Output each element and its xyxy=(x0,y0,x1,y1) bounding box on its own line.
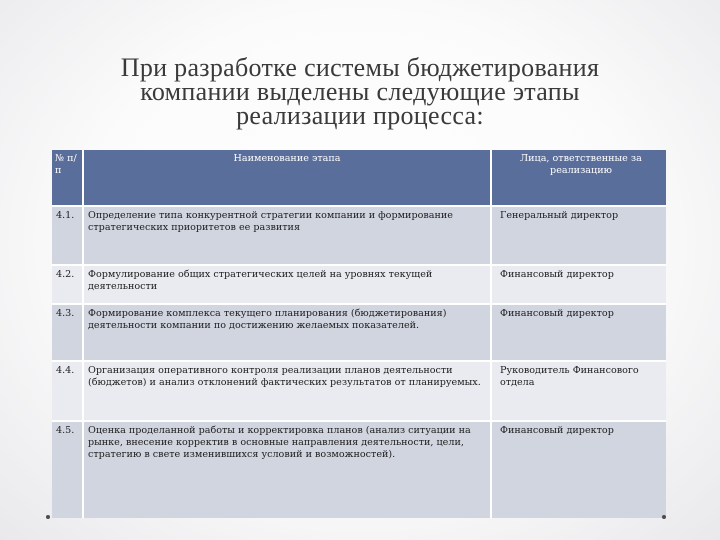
table-row xyxy=(52,265,666,304)
row-num: 4.2. xyxy=(52,265,83,304)
row-responsible: Финансовый директор xyxy=(491,304,666,361)
slide-title xyxy=(60,53,660,130)
row-responsible: Генеральный директор xyxy=(491,206,666,265)
table-row xyxy=(52,206,666,265)
row-num: 4.3. xyxy=(52,304,83,361)
header-stage: Наименование этапа xyxy=(83,150,491,206)
header-num: № п/п xyxy=(52,150,83,206)
title-line-3: реализации процесса: xyxy=(236,101,484,130)
title-line-1: При разработке системы бюджетирования xyxy=(120,53,600,82)
row-num: 4.5. xyxy=(52,421,83,518)
row-stage: Формирование комплекса текущего планирования (бюджетирования) деятельности компании по достижению желаемых показателей. xyxy=(83,304,491,361)
title-line-2: компании выделены следующие этапы xyxy=(140,77,580,106)
row-stage: Организация оперативного контроля реализации планов деятельности (бюджетов) и анализ отклонений фактических результатов от планируемых. xyxy=(83,361,491,421)
decorative-dot-left xyxy=(46,515,50,519)
table-row xyxy=(52,304,666,361)
row-stage: Определение типа конкурентной стратегии компании и формирование стратегических приоритетов ее развития xyxy=(83,206,491,265)
row-stage: Оценка проделанной работы и корректировка планов (анализ ситуации на рынке, внесение корректив в основные направления деятельности, цели, стратегию в свете изменившихся условий и возможностей). xyxy=(83,421,491,518)
row-stage: Формулирование общих стратегических целей на уровнях текущей деятельности xyxy=(83,265,491,304)
row-num: 4.4. xyxy=(52,361,83,421)
row-responsible: Финансовый директор xyxy=(491,421,666,518)
stages-table xyxy=(52,150,666,518)
table-row xyxy=(52,421,666,518)
table-row xyxy=(52,361,666,421)
header-responsible: Лица, ответственные за реализацию xyxy=(491,150,666,206)
row-responsible: Руководитель Финансового отдела xyxy=(491,361,666,421)
table-header-row xyxy=(52,150,666,206)
decorative-dot-right xyxy=(662,515,666,519)
row-responsible: Финансовый директор xyxy=(491,265,666,304)
row-num: 4.1. xyxy=(52,206,83,265)
